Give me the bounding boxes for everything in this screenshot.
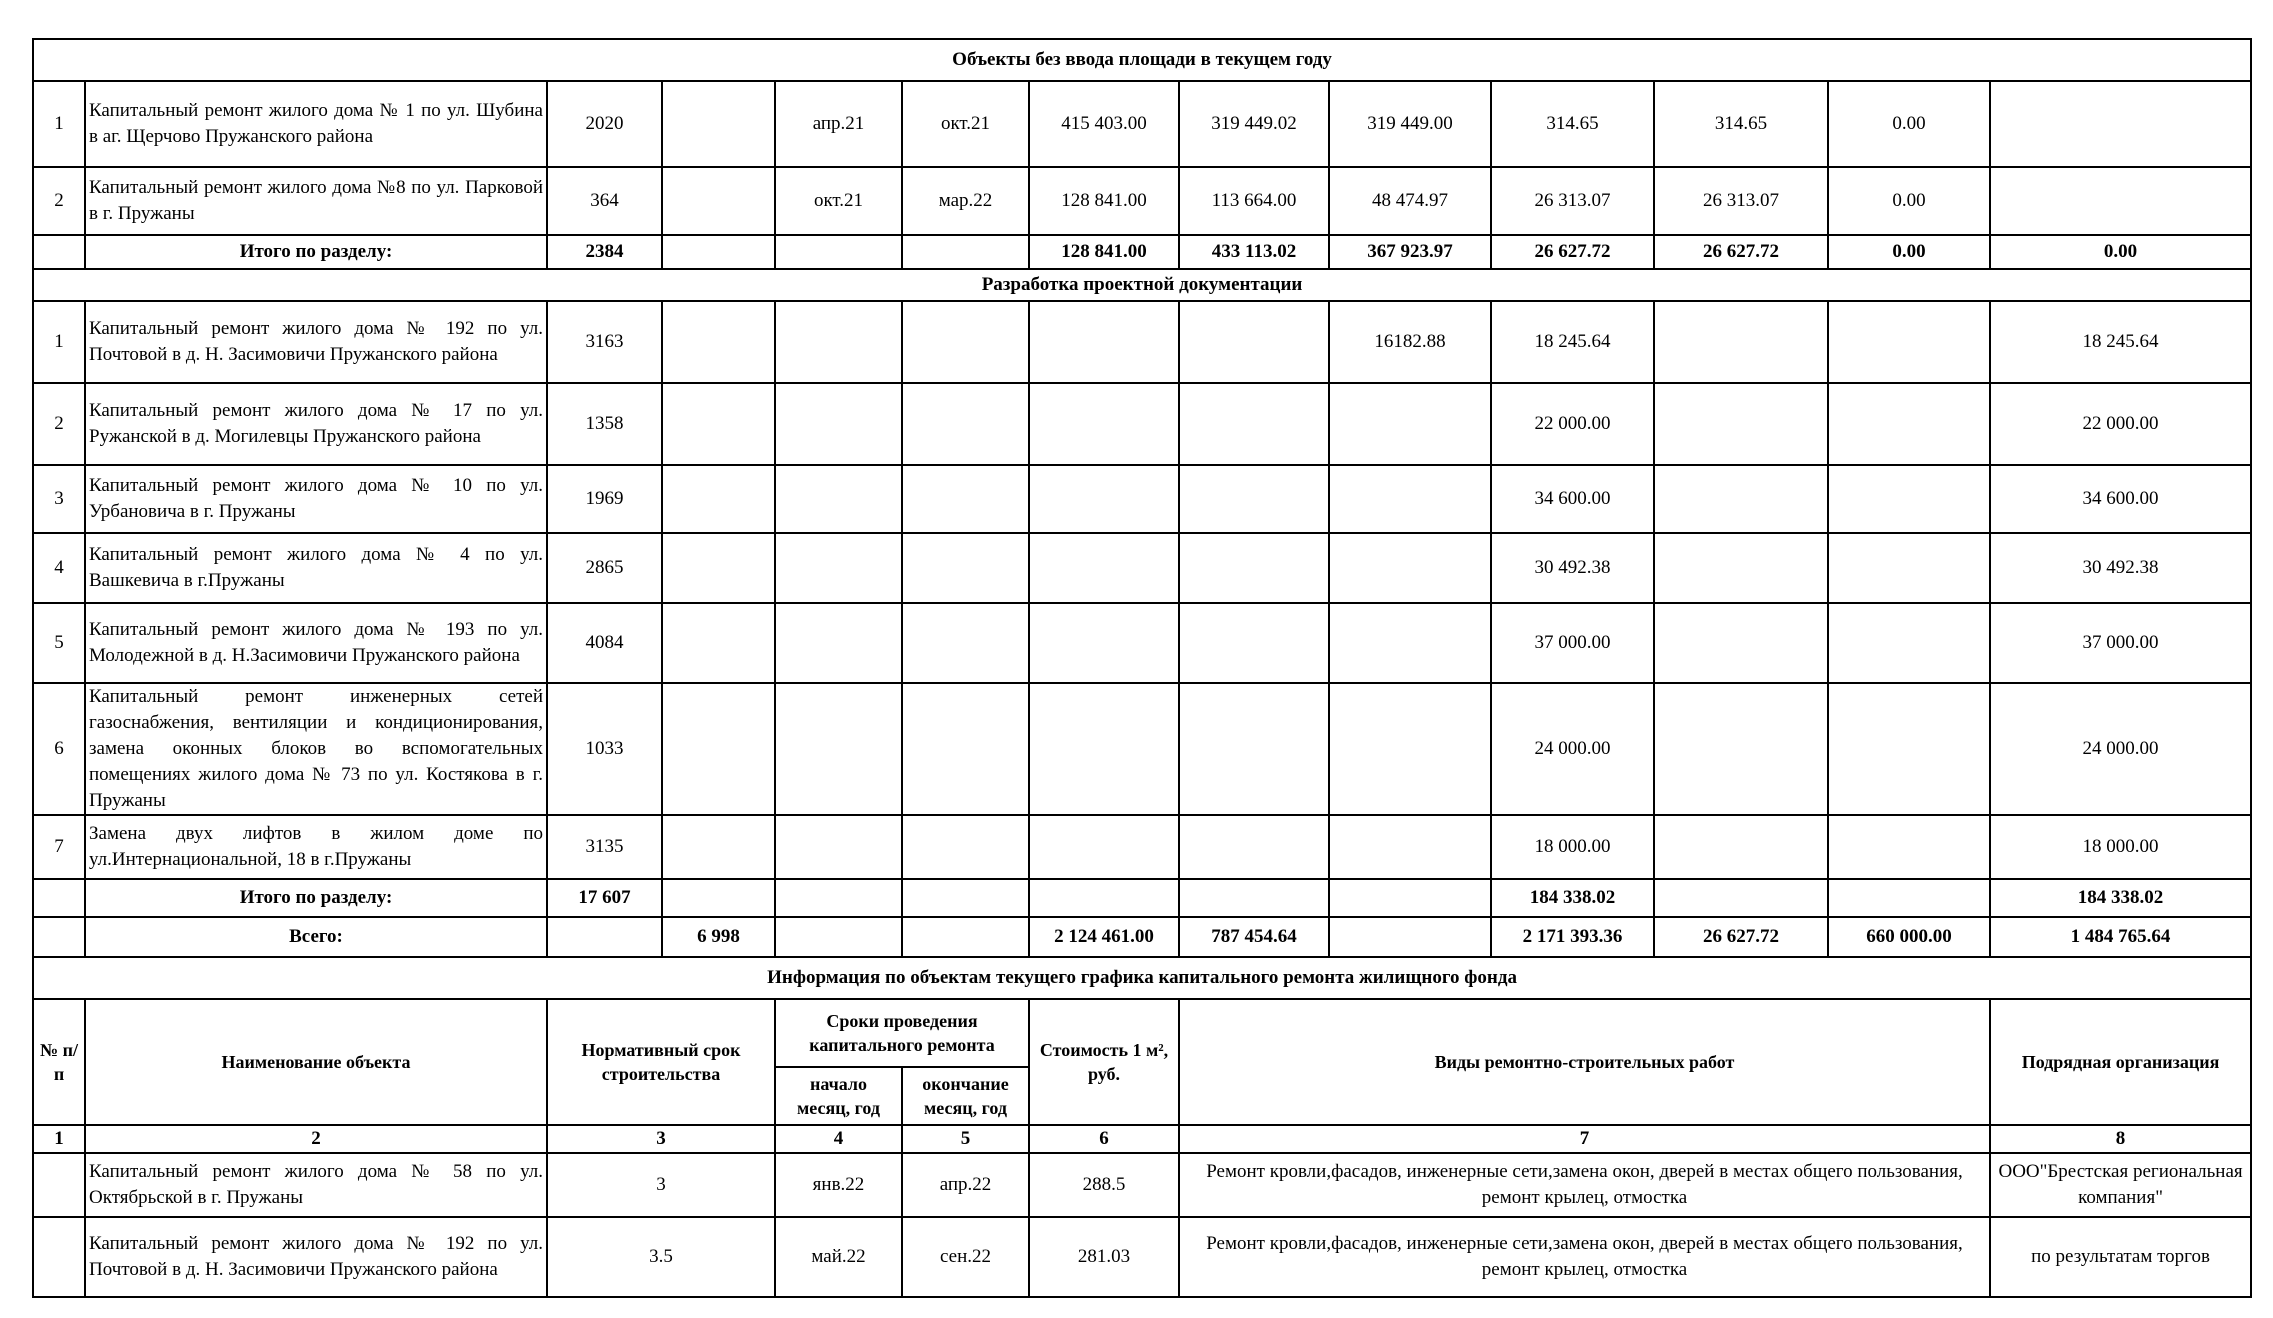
total-c12: 0.00 (1828, 235, 1990, 269)
row-number: 1 (33, 81, 85, 167)
row-number: 3 (33, 465, 85, 533)
contractor: по результатам торгов (1990, 1217, 2251, 1297)
cell-c12: 0.00 (1828, 81, 1990, 167)
cell-start: окт.21 (775, 167, 902, 235)
total-c10: 26 627.72 (1491, 235, 1654, 269)
normative-term: 3 (547, 1153, 775, 1217)
row-number: 7 (33, 815, 85, 879)
row-number: 4 (33, 533, 85, 603)
cell-c7: 415 403.00 (1029, 81, 1179, 167)
total-c8: 433 113.02 (1179, 235, 1329, 269)
cell-c9 (1329, 465, 1491, 533)
section-header-row (33, 39, 2251, 81)
table-row (33, 533, 2251, 603)
cell-c11: 26 313.07 (1654, 167, 1828, 235)
empty-cell (33, 235, 85, 269)
start-month: янв.22 (775, 1153, 902, 1217)
table-row (33, 167, 2251, 235)
section-header-row (33, 269, 2251, 301)
end-month: сен.22 (902, 1217, 1029, 1297)
cell-c9: 319 449.00 (1329, 81, 1491, 167)
cell-c3: 2865 (547, 533, 662, 603)
column-index: 6 (1029, 1125, 1179, 1153)
table-row (33, 683, 2251, 815)
cost-per-m2: 281.03 (1029, 1217, 1179, 1297)
work-types: Ремонт кровли,фасадов, инженерные сети,замена окон, дверей в местах общего пользования, ремонт крылец, отмостка (1179, 1153, 1990, 1217)
column-index: 8 (1990, 1125, 2251, 1153)
total-label: Итого по разделу: (85, 235, 547, 269)
cell-c13: 37 000.00 (1990, 603, 2251, 683)
section-title: Объекты без ввода площади в текущем году (33, 39, 2251, 81)
cell-c3: 2020 (547, 81, 662, 167)
cell-c7: 128 841.00 (1029, 167, 1179, 235)
object-name: Замена двух лифтов в жилом доме по ул.Интернациональной, 18 в г.Пружаны (85, 815, 547, 879)
header-contractor: Подрядная организация (1990, 999, 2251, 1125)
header-end: окончание месяц, год (902, 1067, 1029, 1125)
grand-total-label: Всего: (85, 917, 547, 957)
object-name: Капитальный ремонт жилого дома № 192 по ул. Почтовой в д. Н. Засимовичи Пружанского района (85, 301, 547, 383)
column-index: 3 (547, 1125, 775, 1153)
cell-c12: 0.00 (1828, 167, 1990, 235)
document-table-container (32, 38, 2250, 1298)
cell-c13: 34 600.00 (1990, 465, 2251, 533)
cell-c8: 113 664.00 (1179, 167, 1329, 235)
section-title: Информация по объектам текущего графика капитального ремонта жилищного фонда (33, 957, 2251, 999)
cell-c10: 314.65 (1491, 81, 1654, 167)
row-number: 2 (33, 383, 85, 465)
object-name: Капитальный ремонт жилого дома № 192 по ул. Почтовой в д. Н. Засимовичи Пружанского района (85, 1217, 547, 1297)
total-c13: 184 338.02 (1990, 879, 2251, 917)
header-object-name: Наименование объекта (85, 999, 547, 1125)
grand-total-c4: 6 998 (662, 917, 775, 957)
cell-c8: 319 449.02 (1179, 81, 1329, 167)
total-c6 (902, 235, 1029, 269)
cell-c9 (1329, 383, 1491, 465)
column-index: 1 (33, 1125, 85, 1153)
row-number: 1 (33, 301, 85, 383)
cell-c3: 1358 (547, 383, 662, 465)
row-number: 6 (33, 683, 85, 815)
grand-total-c10: 2 171 393.36 (1491, 917, 1654, 957)
object-name: Капитальный ремонт жилого дома № 193 по ул. Молодежной в д. Н.Засимовичи Пружанского района (85, 603, 547, 683)
total-c4 (662, 235, 775, 269)
row-number: 5 (33, 603, 85, 683)
cell-c13: 18 245.64 (1990, 301, 2251, 383)
total-c11: 26 627.72 (1654, 235, 1828, 269)
cell-c11: 314.65 (1654, 81, 1828, 167)
cell-c9 (1329, 533, 1491, 603)
cell-c10: 18 000.00 (1491, 815, 1654, 879)
cell-c13: 18 000.00 (1990, 815, 2251, 879)
cell-c10: 26 313.07 (1491, 167, 1654, 235)
start-month: май.22 (775, 1217, 902, 1297)
work-types: Ремонт кровли,фасадов, инженерные сети,замена окон, дверей в местах общего пользования, ремонт крылец, отмостка (1179, 1217, 1990, 1297)
column-index: 5 (902, 1125, 1029, 1153)
header-repair-period: Сроки проведения капитального ремонта (775, 999, 1029, 1067)
end-month: апр.22 (902, 1153, 1029, 1217)
cell-c9 (1329, 815, 1491, 879)
section-total-row (33, 235, 2251, 269)
cell-start: апр.21 (775, 81, 902, 167)
cell-c13 (1990, 81, 2251, 167)
normative-term: 3.5 (547, 1217, 775, 1297)
object-name: Капитальный ремонт жилого дома № 4 по ул. Вашкевича в г.Пружаны (85, 533, 547, 603)
contractor: ООО"Брестская региональная компания" (1990, 1153, 2251, 1217)
cell-c9 (1329, 683, 1491, 815)
grand-total-c7: 2 124 461.00 (1029, 917, 1179, 957)
object-name: Капитальный ремонт жилого дома № 10 по ул. Урбановича в г. Пружаны (85, 465, 547, 533)
table-row (33, 81, 2251, 167)
column-index: 2 (85, 1125, 547, 1153)
column-index: 4 (775, 1125, 902, 1153)
section-total-row (33, 879, 2251, 917)
header-number: № п/п (33, 999, 85, 1125)
total-c3: 2384 (547, 235, 662, 269)
grand-total-c12: 660 000.00 (1828, 917, 1990, 957)
cell-c3: 3163 (547, 301, 662, 383)
object-name: Капитальный ремонт инженерных сетей газоснабжения, вентиляции и кондиционирования, замена оконных блоков во вспомогательных помещениях жилого дома № 73 по ул. Костякова в г. Пружаны (85, 683, 547, 815)
object-name: Капитальный ремонт жилого дома №8 по ул. Парковой в г. Пружаны (85, 167, 547, 235)
cell-c3: 364 (547, 167, 662, 235)
cell-c13: 22 000.00 (1990, 383, 2251, 465)
section-title: Разработка проектной документации (33, 269, 2251, 301)
cell-c9: 48 474.97 (1329, 167, 1491, 235)
header-cost-per-m2: Стоимость 1 м², руб. (1029, 999, 1179, 1125)
header-normative-term: Нормативный срок строительства (547, 999, 775, 1125)
row-number: 2 (33, 167, 85, 235)
total-c7: 128 841.00 (1029, 235, 1179, 269)
object-name: Капитальный ремонт жилого дома № 58 по ул. Октябрьской в г. Пружаны (85, 1153, 547, 1217)
cell-c3: 1969 (547, 465, 662, 533)
object-name: Капитальный ремонт жилого дома № 1 по ул. Шубина в аг. Щерчово Пружанского района (85, 81, 547, 167)
cell-c10: 18 245.64 (1491, 301, 1654, 383)
cell-c10: 24 000.00 (1491, 683, 1654, 815)
total-c5 (775, 235, 902, 269)
total-c3: 17 607 (547, 879, 662, 917)
table-row (33, 383, 2251, 465)
table-row (33, 465, 2251, 533)
total-c13: 0.00 (1990, 235, 2251, 269)
total-label: Итого по разделу: (85, 879, 547, 917)
cell-c3: 4084 (547, 603, 662, 683)
table-row (33, 301, 2251, 383)
object-name: Капитальный ремонт жилого дома № 17 по ул. Ружанской в д. Могилевцы Пружанского района (85, 383, 547, 465)
cost-per-m2: 288.5 (1029, 1153, 1179, 1217)
capital-repair-table (32, 38, 2252, 1298)
cell-c9 (1329, 603, 1491, 683)
cell-end: мар.22 (902, 167, 1029, 235)
header-work-types: Виды ремонтно-строительных работ (1179, 999, 1990, 1125)
grand-total-c13: 1 484 765.64 (1990, 917, 2251, 957)
column-header-row (33, 999, 2251, 1067)
cell-c10: 30 492.38 (1491, 533, 1654, 603)
grand-total-c8: 787 454.64 (1179, 917, 1329, 957)
table-row (33, 1153, 2251, 1217)
header-start: начало месяц, год (775, 1067, 902, 1125)
cell-end: окт.21 (902, 81, 1029, 167)
table-row (33, 1217, 2251, 1297)
cell-c3: 3135 (547, 815, 662, 879)
grand-total-c11: 26 627.72 (1654, 917, 1828, 957)
cell-c9: 16182.88 (1329, 301, 1491, 383)
cell-c13: 24 000.00 (1990, 683, 2251, 815)
cell-c4 (662, 167, 775, 235)
total-c9: 367 923.97 (1329, 235, 1491, 269)
section-header-row (33, 957, 2251, 999)
cell-c10: 37 000.00 (1491, 603, 1654, 683)
cell-c10: 22 000.00 (1491, 383, 1654, 465)
total-c10: 184 338.02 (1491, 879, 1654, 917)
cell-c4 (662, 81, 775, 167)
cell-c13: 30 492.38 (1990, 533, 2251, 603)
column-index-row (33, 1125, 2251, 1153)
column-index: 7 (1179, 1125, 1990, 1153)
cell-c13 (1990, 167, 2251, 235)
grand-total-row (33, 917, 2251, 957)
cell-c10: 34 600.00 (1491, 465, 1654, 533)
table-row (33, 815, 2251, 879)
table-row (33, 603, 2251, 683)
cell-c3: 1033 (547, 683, 662, 815)
